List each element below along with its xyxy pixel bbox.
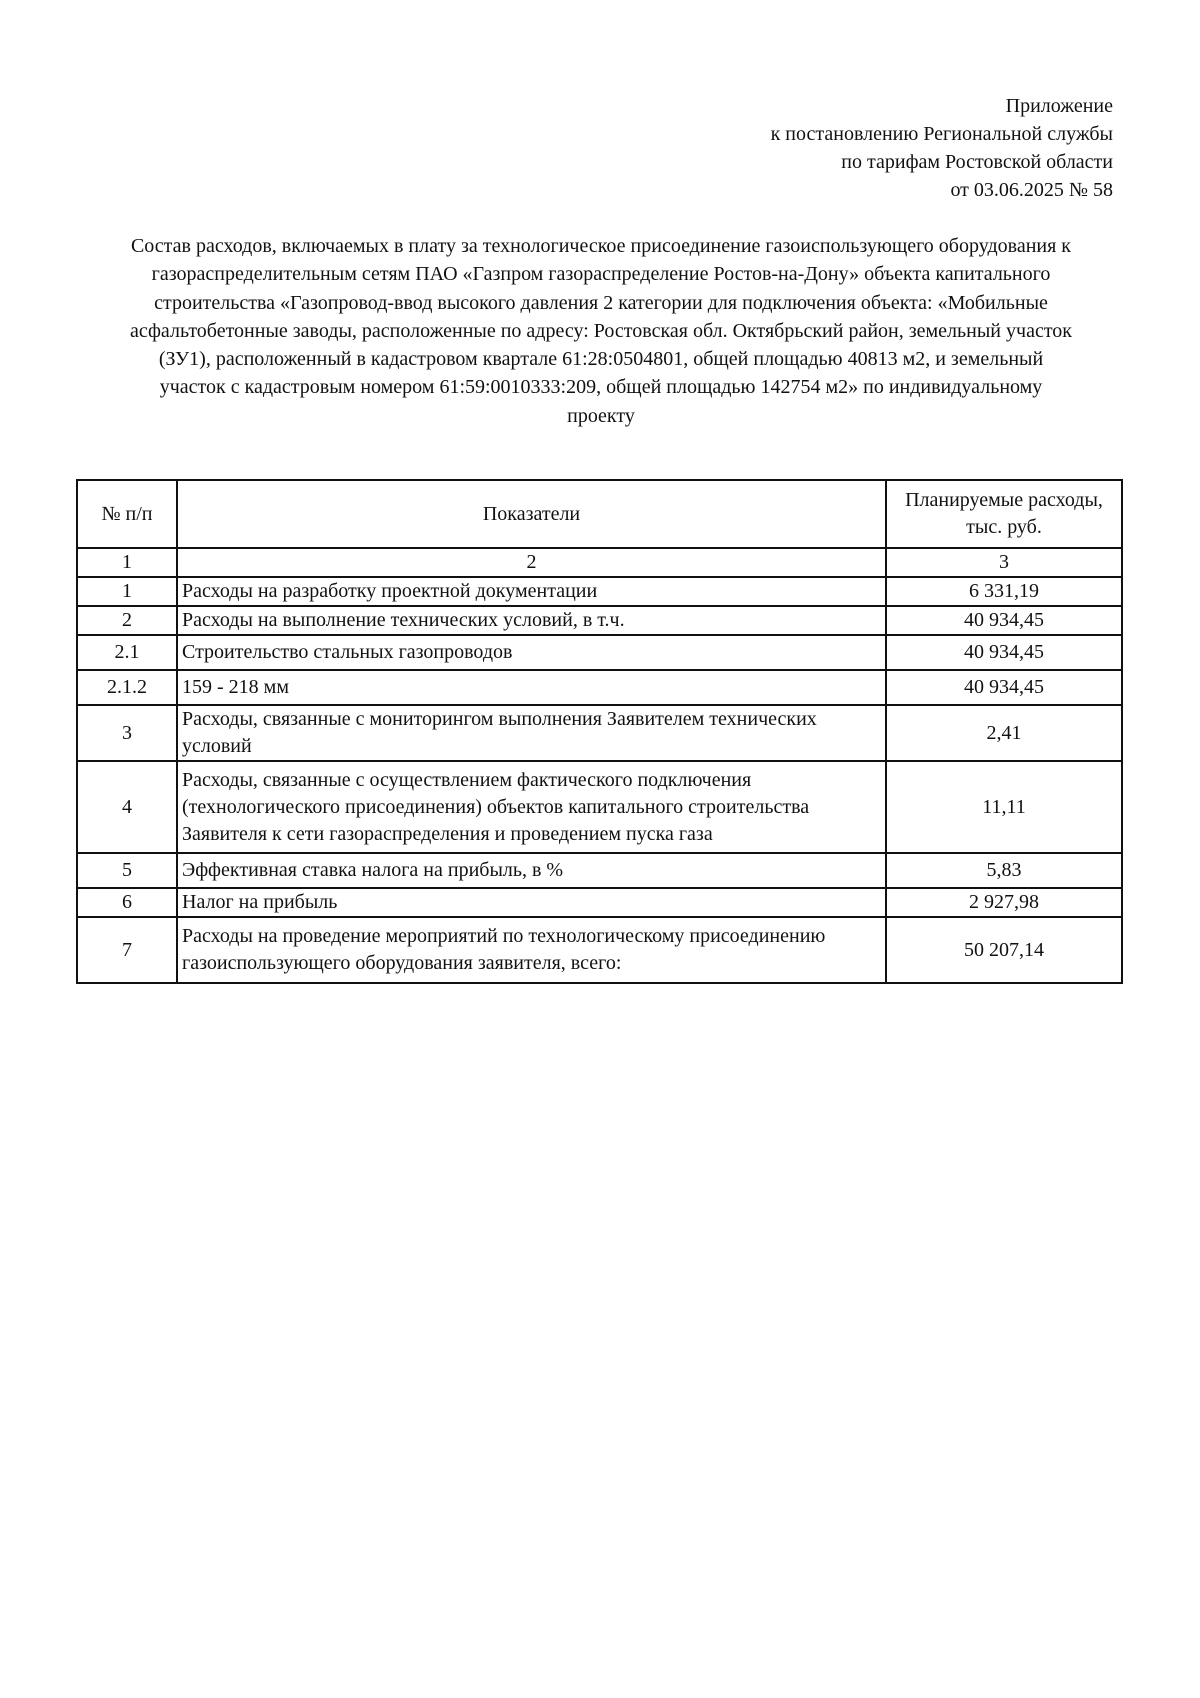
row-indicator-line: газоиспользующего оборудования заявителя, всего: <box>182 952 622 974</box>
row-indicator <box>177 917 886 983</box>
row-indicator: Расходы на выполнение технических условий, в т.ч. <box>177 606 886 635</box>
row-indicator-line: Расходы, связанные с осуществлением фактического подключения <box>182 768 752 791</box>
table-row <box>77 635 1122 670</box>
appendix-date-number: от 03.06.2025 № 58 <box>950 179 1113 201</box>
table-row <box>77 853 1122 888</box>
table-row <box>77 670 1122 705</box>
row-value: 6 331,19 <box>886 577 1122 606</box>
row-number: 4 <box>77 761 177 853</box>
row-indicator-line: условий <box>182 735 252 757</box>
row-value: 50 207,14 <box>886 917 1122 983</box>
title-line: Состав расходов, включаемых в плату за технологическое присоединение газоиспользующего оборудования к <box>130 235 1072 257</box>
header-planned-costs-unit: тыс. руб. <box>966 516 1042 538</box>
row-indicator: Эффективная ставка налога на прибыль, в % <box>177 853 886 888</box>
row-number: 2 <box>77 606 177 635</box>
header-indicator: Показатели <box>177 480 886 548</box>
row-number: 2.1 <box>77 635 177 670</box>
title-line: участок с кадастровым номером 61:59:0010333:209, общей площадью 142754 м2» по индивидуальному <box>159 376 1043 399</box>
appendix-label: Приложение <box>1005 95 1113 117</box>
row-indicator: Расходы на разработку проектной документации <box>177 577 886 606</box>
index-cell: 3 <box>886 548 1122 577</box>
table-header-row <box>77 480 1122 548</box>
row-indicator-line: Расходы на проведение мероприятий по технологическому присоединению <box>182 925 826 947</box>
row-indicator <box>177 761 886 853</box>
row-number: 2.1.2 <box>77 670 177 705</box>
table-index-row <box>77 548 1122 577</box>
document-title <box>76 232 1126 430</box>
table-row <box>77 577 1122 606</box>
row-number: 6 <box>77 888 177 917</box>
row-indicator-line: Расходы, связанные с мониторингом выполнения Заявителем технических <box>182 708 817 730</box>
row-value: 40 934,45 <box>886 635 1122 670</box>
appendix-header <box>513 92 1113 204</box>
index-cell: 1 <box>77 548 177 577</box>
header-planned-costs <box>886 480 1122 548</box>
row-value: 11,11 <box>886 761 1122 853</box>
appendix-authority: по тарифам Ростовской области <box>841 151 1113 173</box>
row-value: 40 934,45 <box>886 670 1122 705</box>
title-line: проекту <box>567 404 635 427</box>
row-number: 5 <box>77 853 177 888</box>
title-line: строительства «Газопровод-ввод высокого давления 2 категории для подключения объекта: «Мобильные <box>154 291 1048 314</box>
table-row <box>77 761 1122 853</box>
title-line: (ЗУ1), расположенный в кадастровом квартале 61:28:0504801, общей площадью 40813 м2, и земельный <box>158 348 1044 371</box>
table-row-total <box>77 917 1122 983</box>
row-value: 2,41 <box>886 705 1122 761</box>
header-planned-costs-line: Планируемые расходы, <box>905 489 1103 511</box>
index-cell: 2 <box>177 548 886 577</box>
row-indicator: Строительство стальных газопроводов <box>177 635 886 670</box>
table-row <box>77 705 1122 761</box>
appendix-resolution: к постановлению Региональной службы <box>770 123 1113 145</box>
row-indicator-line: Заявителя к сети газораспределения и проведением пуска газа <box>182 822 713 845</box>
row-number: 7 <box>77 917 177 983</box>
row-number: 1 <box>77 577 177 606</box>
table-row <box>77 606 1122 635</box>
title-line: газораспределительным сетям ПАО «Газпром газораспределение Ростов-на-Дону» объекта капитального <box>151 263 1051 286</box>
row-number: 3 <box>77 705 177 761</box>
row-value: 40 934,45 <box>886 606 1122 635</box>
row-indicator <box>177 705 886 761</box>
costs-table <box>76 479 1123 984</box>
title-line: асфальтобетонные заводы, расположенные по адресу: Ростовская обл. Октябрьский район, земельный участок <box>129 319 1073 342</box>
table-row <box>77 888 1122 917</box>
row-indicator-line: (технологического присоединения) объектов капитального строительства <box>182 795 810 818</box>
row-value: 2 927,98 <box>886 888 1122 917</box>
row-indicator: Налог на прибыль <box>177 888 886 917</box>
row-indicator: 159 - 218 мм <box>177 670 886 705</box>
row-value: 5,83 <box>886 853 1122 888</box>
header-number: № п/п <box>77 480 177 548</box>
